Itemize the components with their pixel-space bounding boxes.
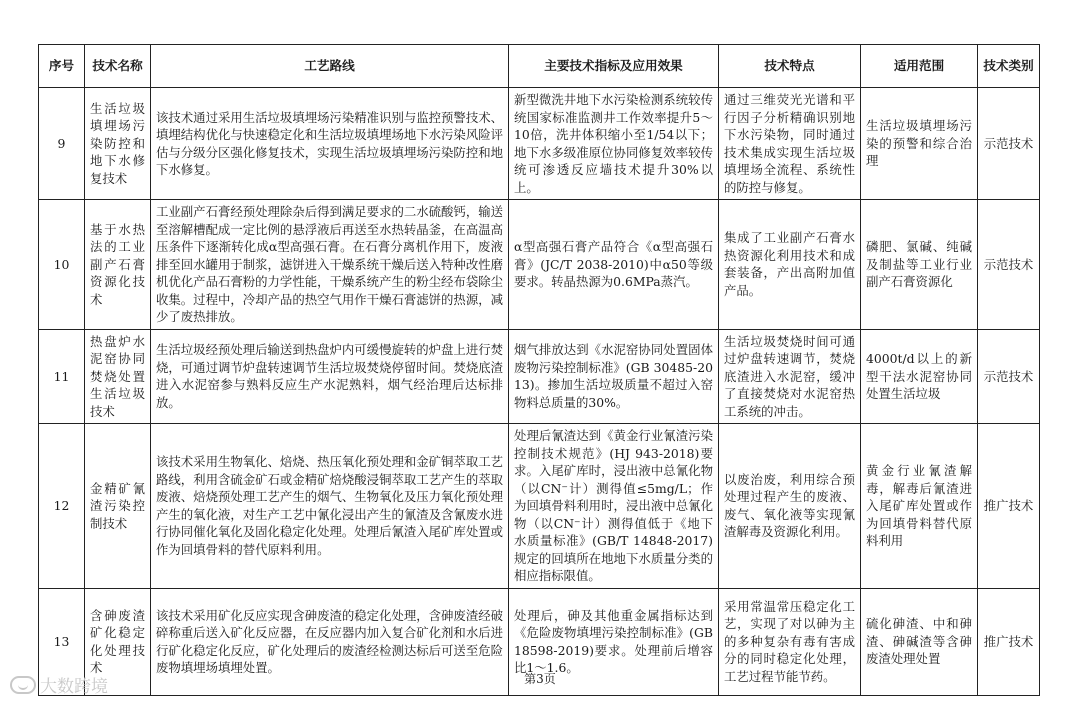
row-category: 推广技术 bbox=[978, 424, 1040, 589]
row-features: 以废治废，利用综合预处理过程产生的废液、废气、氧化液等实现氰渣解毒及资源化利用。 bbox=[719, 424, 861, 589]
row-indicators: 处理后氰渣达到《黄金行业氰渣污染控制技术规范》(HJ 943-2018)要求。入尾矿库时，浸出液中总氰化物（以CN⁻计）测得值≤5mg/L；作为回填骨料利用时，浸出液中总氰化物（以CN⁻计）测得值低于《地下水质量标准》(GB/T 14848-2017)规定的回填所在地地下水质量分类的相应指标限值。 bbox=[509, 424, 719, 589]
table-header-row bbox=[39, 45, 1040, 88]
row-name: 生活垃圾填埋场污染防控和地下水修复技术 bbox=[85, 88, 151, 200]
row-name: 基于水热法的工业副产石膏资源化技术 bbox=[85, 200, 151, 330]
table-row bbox=[39, 88, 1040, 200]
row-name: 含砷废渣矿化稳定化处理技术 bbox=[85, 588, 151, 695]
brand-logo-icon bbox=[10, 676, 36, 694]
row-process: 该技术通过采用生活垃圾填埋场污染精准识别与监控预警技术、填埋结构优化与快速稳定化和生活垃圾填埋场地下水污染风险评估与分级分区强化修复技术，实现生活垃圾填埋场污染防控和地下水修复。 bbox=[151, 88, 509, 200]
table-row bbox=[39, 329, 1040, 424]
row-process: 工业副产石膏经预处理除杂后得到满足要求的二水硫酸钙，输送至溶解槽配成一定比例的悬浮液后再送至水热转晶釜，在高温高压条件下逐渐转化成α型高强石膏。在石膏分离机作用下，废液排至回水罐用于制浆，滤饼进入干燥系统干燥后送入特种改性磨机优化产品石膏粉的力学性能，干燥系统产生的粉尘经布袋除尘收集。过程中，冷却产品的热空气用作干燥石膏滤饼的热源，减少了废热排放。 bbox=[151, 200, 509, 330]
row-name: 金精矿氰渣污染控制技术 bbox=[85, 424, 151, 589]
row-features: 生活垃圾焚烧时间可通过炉盘转速调节，焚烧底渣进入水泥窑，缓冲了直接焚烧对水泥窑热工系统的冲击。 bbox=[719, 329, 861, 424]
technology-table bbox=[38, 44, 1040, 696]
row-category: 示范技术 bbox=[978, 200, 1040, 330]
row-no: 9 bbox=[39, 88, 85, 200]
row-indicators: 新型微洗井地下水污染检测系统较传统国家标准监测井工作效率提升5～10倍，洗井体积缩小至1/54以下；地下水多级准原位协同修复效率较传统可渗透反应墙技术提升30%以上。 bbox=[509, 88, 719, 200]
page-number: 第3页 bbox=[524, 672, 556, 686]
row-indicators: α型高强石膏产品符合《α型高强石膏》(JC/T 2038-2010)中α50等级要求。转晶热源为0.6MPa蒸汽。 bbox=[509, 200, 719, 330]
row-process: 该技术采用矿化反应实现含砷废渣的稳定化处理，含砷废渣经破碎称重后送入矿化反应器，在反应器内加入复合矿化剂和水后进行矿化稳定化反应，矿化处理后的废渣经检测达标后可送至危险废物填埋场填埋处置。 bbox=[151, 588, 509, 695]
row-features: 通过三维荧光光谱和平行因子分析精确识别地下水污染物，同时通过技术集成实现生活垃圾填埋场全流程、系统性的防控与修复。 bbox=[719, 88, 861, 200]
row-category: 示范技术 bbox=[978, 329, 1040, 424]
table-row bbox=[39, 424, 1040, 589]
header-name: 技术名称 bbox=[85, 45, 151, 88]
header-process: 工艺路线 bbox=[151, 45, 509, 88]
row-no: 12 bbox=[39, 424, 85, 589]
row-scope: 磷肥、氯碱、纯碱及制盐等工业行业副产石膏资源化 bbox=[861, 200, 978, 330]
watermark bbox=[10, 672, 108, 697]
row-no: 13 bbox=[39, 588, 85, 695]
row-scope: 硫化砷渣、中和砷渣、砷碱渣等含砷废渣处理处置 bbox=[861, 588, 978, 695]
row-category: 推广技术 bbox=[978, 588, 1040, 695]
row-scope: 4000t/d以上的新型干法水泥窑协同处置生活垃圾 bbox=[861, 329, 978, 424]
table-row bbox=[39, 200, 1040, 330]
header-category: 技术类别 bbox=[978, 45, 1040, 88]
row-indicators: 处理后，砷及其他重金属指标达到《危险废物填埋污染控制标准》(GB 18598-2019)要求。处理前后增容比1～1.6。 bbox=[509, 588, 719, 695]
row-features: 集成了工业副产石膏水热资源化利用技术和成套装备，产出高附加值产品。 bbox=[719, 200, 861, 330]
row-name: 热盘炉水泥窑协同焚烧处置生活垃圾技术 bbox=[85, 329, 151, 424]
header-features: 技术特点 bbox=[719, 45, 861, 88]
row-process: 生活垃圾经预处理后输送到热盘炉内可缓慢旋转的炉盘上进行焚烧，可通过调节炉盘转速调节生活垃圾焚烧停留时间。焚烧底渣进入水泥窑参与熟料反应生产水泥熟料，烟气经治理后达标排放。 bbox=[151, 329, 509, 424]
row-process: 该技术采用生物氧化、焙烧、热压氧化预处理和金矿铜萃取工艺路线，利用含硫金矿石或金精矿焙烧酸浸铜萃取工艺产生的萃取废液、焙烧预处理工艺产生的烟气、生物氧化及压力氧化预处理产生的氧化液，对生产工艺中氰化浸出产生的氰渣及含氰废水进行协同催化氧化及固化稳定化处理。处理后氰渣入尾矿库处置或作为回填骨料的替代原料利用。 bbox=[151, 424, 509, 589]
header-no: 序号 bbox=[39, 45, 85, 88]
row-no: 11 bbox=[39, 329, 85, 424]
header-scope: 适用范围 bbox=[861, 45, 978, 88]
row-indicators: 烟气排放达到《水泥窑协同处置固体废物污染控制标准》(GB 30485-2013)。掺加生活垃圾质量不超过入窑物料总质量的30%。 bbox=[509, 329, 719, 424]
watermark-text: 大数跨境 bbox=[40, 677, 108, 697]
header-indicators: 主要技术指标及应用效果 bbox=[509, 45, 719, 88]
row-features: 采用常温常压稳定化工艺，实现了对以砷为主的多种复杂有毒有害成分的同时稳定化处理，工艺过程节能节药。 bbox=[719, 588, 861, 695]
row-scope: 生活垃圾填埋场污染的预警和综合治理 bbox=[861, 88, 978, 200]
row-category: 示范技术 bbox=[978, 88, 1040, 200]
row-no: 10 bbox=[39, 200, 85, 330]
row-scope: 黄金行业氰渣解毒，解毒后氰渣进入尾矿库处置或作为回填骨料替代原料利用 bbox=[861, 424, 978, 589]
